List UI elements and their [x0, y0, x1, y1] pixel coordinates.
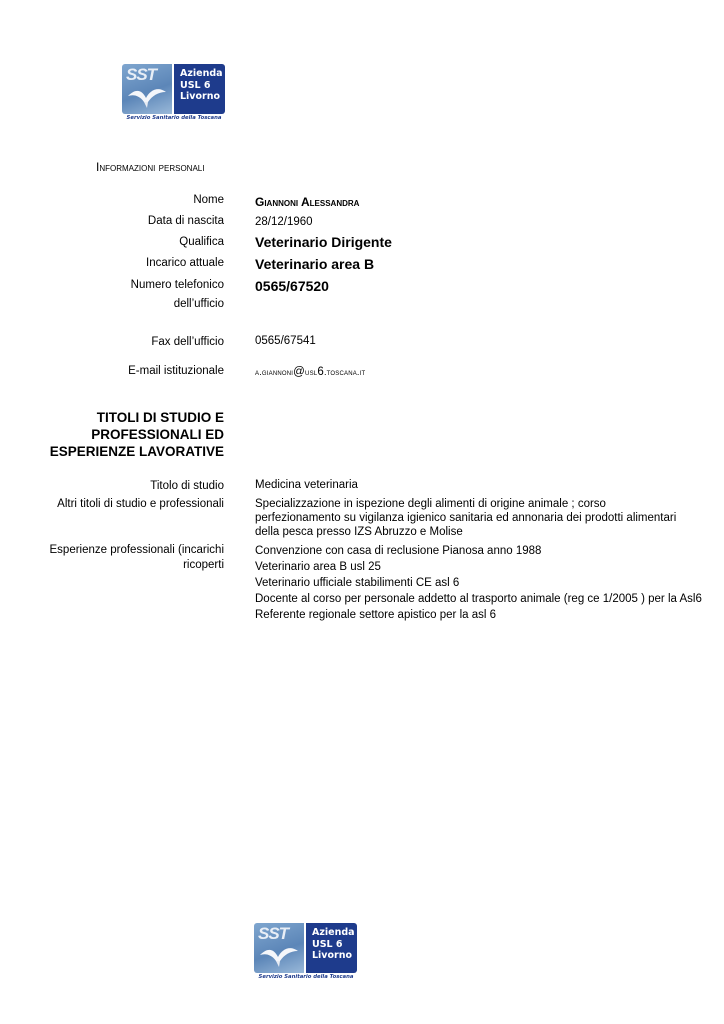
- logo-line-2: USL 6: [180, 79, 211, 91]
- value-qualifica: Veterinario Dirigente: [255, 234, 392, 250]
- logo-line-3: Livorno: [180, 91, 221, 102]
- label-esperienze: Esperienze professionali (incarichi: [49, 544, 224, 556]
- logo-line-1: Azienda: [312, 927, 355, 938]
- section-title-personal: Informazioni personali: [96, 160, 205, 174]
- label-titolo-studio: Titolo di studio: [150, 480, 224, 492]
- label-altri-titoli: Altri titoli di studio e professionali: [57, 498, 224, 510]
- education-title-2: PROFESSIONALI ED: [91, 427, 224, 442]
- list-item: Convenzione con casa di reclusione Pianosa anno 1988: [255, 545, 542, 557]
- email-digit: 6: [317, 366, 324, 378]
- value-altri-titoli: Specializzazione in ispezione degli alimenti di origine animale ; corso perfezionamento su vigilanza igienico sanitaria ed annonaria dei prodotti alimentari della pesca presso IZS Abruzzo e Molise: [255, 498, 677, 538]
- label-nome: Nome: [193, 194, 224, 206]
- value-telefono: 0565/67520: [255, 278, 329, 294]
- education-title-1: TITOLI DI STUDIO E: [96, 410, 224, 425]
- value-nome: Giannoni Alessandra: [255, 195, 360, 209]
- email-at: @: [293, 366, 306, 378]
- logo-line-2: USL 6: [312, 938, 343, 950]
- value-incarico: Veterinario area B: [255, 256, 375, 272]
- email-local: a.giannoni: [255, 367, 294, 377]
- list-item: Docente al corso per personale addetto al trasporto animale (reg ce 1/2005 ) per la Asl6: [255, 593, 702, 605]
- list-item: Veterinario ufficiale stabilimenti CE asl 6: [255, 577, 460, 589]
- value-data-nascita: 28/12/1960: [255, 216, 313, 228]
- label-telefono: Numero telefonico: [130, 279, 224, 291]
- logo-text-block: [306, 923, 357, 973]
- logo-text-block: [174, 64, 225, 114]
- logo-mark-text: SST: [126, 65, 157, 84]
- logo-mark: [122, 64, 172, 114]
- list-item: Referente regionale settore apistico per la asl 6: [255, 609, 497, 621]
- experience-list: [255, 543, 702, 623]
- value-fax: 0565/67541: [255, 335, 316, 347]
- seagull-icon: [258, 941, 300, 971]
- label-qualifica: Qualifica: [179, 236, 224, 248]
- label-data-nascita: Data di nascita: [147, 215, 224, 227]
- education-title-3: ESPERIENZE LAVORATIVE: [49, 444, 224, 459]
- logo-top: [122, 64, 226, 122]
- section-title-education: [50, 409, 224, 460]
- label-fax: Fax dell’ufficio: [151, 336, 224, 348]
- list-item: Veterinario area B usl 25: [255, 561, 381, 573]
- logo-caption: Servizio Sanitario della Toscana: [126, 115, 222, 121]
- label-esperienze-2: ricoperti: [183, 559, 224, 571]
- email-domain: usl: [305, 367, 318, 377]
- email-tld: .toscana.it: [323, 367, 366, 377]
- label-email: E-mail istituzionale: [128, 365, 224, 377]
- seagull-icon: [126, 82, 168, 112]
- logo-mark-text: SST: [258, 924, 289, 943]
- logo-caption: Servizio Sanitario della Toscana: [258, 974, 354, 980]
- label-telefono-2: dell’ufficio: [173, 298, 224, 310]
- logo-line-1: Azienda: [180, 68, 223, 79]
- logo-mark: [254, 923, 304, 973]
- value-email[interactable]: [255, 365, 365, 379]
- value-titolo-studio: Medicina veterinaria: [255, 479, 358, 491]
- logo-line-3: Livorno: [312, 950, 353, 961]
- label-incarico: Incarico attuale: [146, 257, 224, 269]
- logo-bottom: [254, 923, 358, 981]
